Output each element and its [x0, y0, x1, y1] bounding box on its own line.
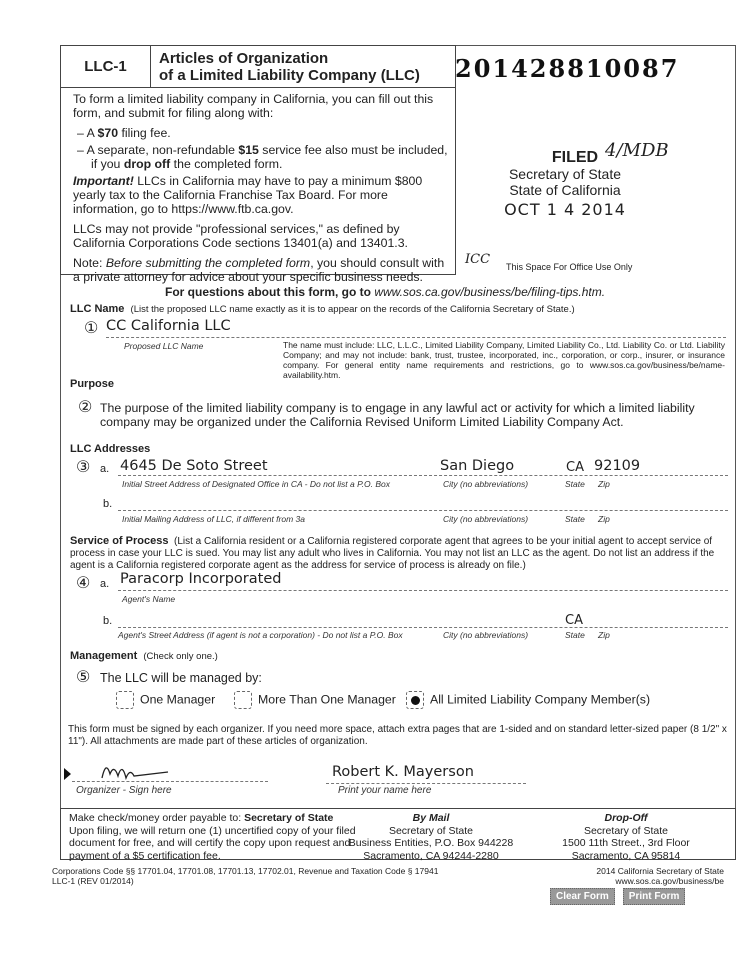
title-line-1: Articles of Organization [159, 50, 329, 67]
option-all-members[interactable] [406, 691, 650, 709]
intro-text [73, 92, 449, 290]
t: service fee also must be included, if you [91, 143, 448, 171]
field-label: Print your name here [338, 785, 432, 796]
copy-text: Upon filing, we will return one (1) uncertified copy of your filed document for free, and will certify the copy upon request and payment of a $5 certification fee. [69, 824, 356, 862]
t: 2014 California Secretary of State [596, 866, 724, 876]
checkbox[interactable] [234, 691, 252, 709]
t: – A [77, 126, 98, 140]
t: Business Entities, P.O. Box 944228 [348, 837, 514, 849]
stamp-state: State of California [509, 182, 621, 198]
t: Secretary of State [388, 824, 474, 837]
t: By Mail [412, 812, 450, 824]
field-label: State [565, 630, 585, 640]
checkbox-checked[interactable] [406, 691, 424, 709]
addresses-heading: LLC Addresses [70, 443, 151, 455]
city-a-field[interactable]: San Diego [440, 458, 515, 474]
option-label: All Limited Liability Company Member(s) [430, 692, 651, 707]
footer-right [596, 866, 724, 886]
attorney-note [73, 256, 449, 284]
field-label: City (no abbreviations) [443, 630, 529, 640]
form-title [151, 46, 428, 87]
item-marker: ③ [76, 459, 91, 476]
field-label: State [565, 514, 585, 524]
fee-item [73, 126, 449, 140]
t: 1500 11th Street., 3rd Floor [562, 837, 690, 849]
field-label: Organizer - Sign here [76, 785, 172, 796]
t: Corporations Code §§ 17701.04, 17701.08, 17701.13, 17702.01, Revenue and Taxation Code § 17941 [52, 866, 439, 876]
t: b. [103, 615, 113, 627]
field-label: Agent's Name [122, 594, 176, 604]
field-label: Initial Mailing Address of LLC, if different from 3a [122, 514, 305, 524]
filed-label: FILED [551, 149, 599, 166]
street-a-field[interactable]: 4645 De Soto Street [120, 458, 268, 474]
purpose-heading: Purpose [70, 378, 115, 390]
clear-form-button[interactable]: Clear Form [550, 888, 615, 905]
handwritten-note: 4/MDB [605, 140, 669, 161]
item-marker: ④ [76, 575, 91, 592]
t: Secretary of State [583, 824, 669, 837]
office-use-label: This Space For Office Use Only [506, 262, 633, 272]
t: Note: [73, 256, 106, 270]
signature-mark [72, 758, 172, 782]
printed-name-field[interactable]: Robert K. Mayerson [326, 764, 526, 784]
agent-address-field[interactable] [118, 611, 728, 628]
signing-notice: This form must be signed by each organizer. If you need more space, attach extra pages that are 1-sided and on standard letter-sized paper (8 1/2" x 11"). All attachments are made part of these articles of organization. [68, 724, 727, 747]
title-line-2: of a Limited Liability Company (LLC) [159, 67, 420, 84]
t: – A separate, non-refundable [77, 143, 239, 157]
option-label: More Than One Manager [258, 692, 396, 707]
t: a. [100, 578, 110, 590]
t: b. [103, 498, 113, 510]
option-label: One Manager [140, 692, 216, 707]
t: the completed form. [170, 157, 283, 171]
field-label: Zip [598, 479, 610, 489]
state-a-field[interactable]: CA [566, 460, 584, 475]
payment-info [69, 812, 359, 862]
name-rules: The name must include: LLC, L.L.C., Limited Liability Company, Limited Liability Co., Ltd. Liability Co. or Ltd. Liability Company; and may not include: bank, trust, trustee, incorporated, inc., corporation, or corp., insurer, or insurance company. For general entity name requirements and restrictions, go to www.sos.ca.gov/business/be/name-availability.htm. [283, 340, 725, 380]
t: Management [70, 650, 138, 662]
t: Important! [73, 174, 134, 188]
agent-state-field[interactable]: CA [565, 613, 583, 628]
handwritten-initials: ICC [465, 252, 491, 267]
sign-arrow-icon [64, 768, 71, 780]
t: Sacramento, CA 95814 [571, 849, 681, 862]
address-b-field[interactable] [118, 494, 728, 511]
t: Service of Process [70, 535, 169, 547]
agent-name-field[interactable]: Paracorp Incorporated [118, 571, 728, 591]
t: Secretary of State [244, 812, 334, 824]
field-label: Zip [598, 514, 610, 524]
field-label: State [565, 479, 585, 489]
payment-box [60, 808, 736, 860]
t: LLC Name [70, 303, 125, 315]
purpose-text: The purpose of the limited liability company is to engage in any lawful act or activity for which a limited liability company may be organized under the California Revised Uniform Limited Liability Company Act. [100, 401, 695, 429]
t: a. [100, 463, 110, 475]
t: Sacramento, CA 94244-2280 [363, 849, 499, 862]
management-heading [70, 650, 218, 663]
signature-field[interactable] [72, 758, 268, 782]
intro-paragraph: To form a limited liability company in California, you can fill out this form, and submit for filing along with: [73, 92, 434, 120]
questions-link[interactable]: www.sos.ca.gov/business/be/filing-tips.htm. [374, 285, 606, 299]
field-label: Zip [598, 630, 610, 640]
document-number: 201428810087 [455, 54, 680, 83]
fee-item [73, 143, 449, 171]
field-label: City (no abbreviations) [443, 479, 529, 489]
filed-date: OCT 1 4 2014 [504, 200, 626, 219]
important-note [73, 174, 449, 216]
t: (List the proposed LLC name exactly as it is to appear on the records of the California Secretary of State.) [130, 304, 575, 315]
t: , you should consult with a private attorney for advice about your specific business needs. [73, 256, 445, 284]
llc-name-field[interactable]: CC California LLC [106, 318, 726, 338]
t: LLCs in California may have to pay a minimum $800 yearly tax to the California Franchise Tax Board. For more information, go to https://www.ftb.ca.gov. [73, 174, 423, 216]
stamp-sos: Secretary of State [508, 166, 622, 182]
t: For questions about this form, go to [165, 285, 375, 299]
field-label: Proposed LLC Name [124, 341, 204, 351]
t: $15 [238, 143, 259, 157]
field-label: Agent's Street Address (if agent is not a corporation) - Do not list a P.O. Box [118, 630, 403, 640]
t: $70 [97, 126, 119, 140]
t: Before submitting the completed form [105, 256, 311, 270]
questions-line [165, 285, 605, 299]
item-marker: ① [84, 320, 99, 337]
management-prompt: The LLC will be managed by: [100, 671, 262, 685]
checkbox[interactable] [116, 691, 134, 709]
option-more-managers[interactable] [234, 691, 396, 709]
footer-codes [52, 866, 438, 886]
zip-a-field[interactable]: 92109 [594, 458, 641, 474]
print-form-button[interactable]: Print Form [623, 888, 686, 905]
form-buttons [550, 888, 685, 905]
dropoff-address [541, 812, 711, 862]
item-marker: ⑤ [76, 669, 91, 686]
t: LLC-1 (REV 01/2014) [52, 876, 134, 886]
form-code: LLC-1 [61, 46, 151, 87]
t: (List a California resident or a California registered corporate agent that agrees to be your initial agent to accept service of process in case your LLC is sued. You may list any adult who lives in California. You may not list an LLC as the agent. Do not list an address if the agent is a California registered corporate agent as the address for service of process is already on file.) [70, 536, 715, 571]
option-one-manager[interactable] [116, 691, 215, 709]
t: (Check only one.) [143, 651, 218, 662]
t: www.sos.ca.gov/business/be [615, 876, 724, 886]
t: filing fee. [118, 126, 171, 140]
service-heading [70, 535, 730, 572]
field-label: City (no abbreviations) [443, 514, 529, 524]
t: Make check/money order payable to: [69, 812, 245, 824]
mail-address [346, 812, 516, 862]
t: drop off [123, 157, 171, 171]
t: Drop-Off [604, 812, 648, 824]
form-header [60, 45, 456, 284]
item-marker: ② [78, 399, 93, 416]
filed-stamp [490, 150, 640, 218]
field-label: Initial Street Address of Designated Office in CA - Do not list a P.O. Box [122, 479, 391, 489]
professional-note: LLCs may not provide "professional services," as defined by California Corporations Code sections 13401(a) and 13401.3. [73, 222, 408, 250]
llc-name-heading [70, 303, 575, 316]
